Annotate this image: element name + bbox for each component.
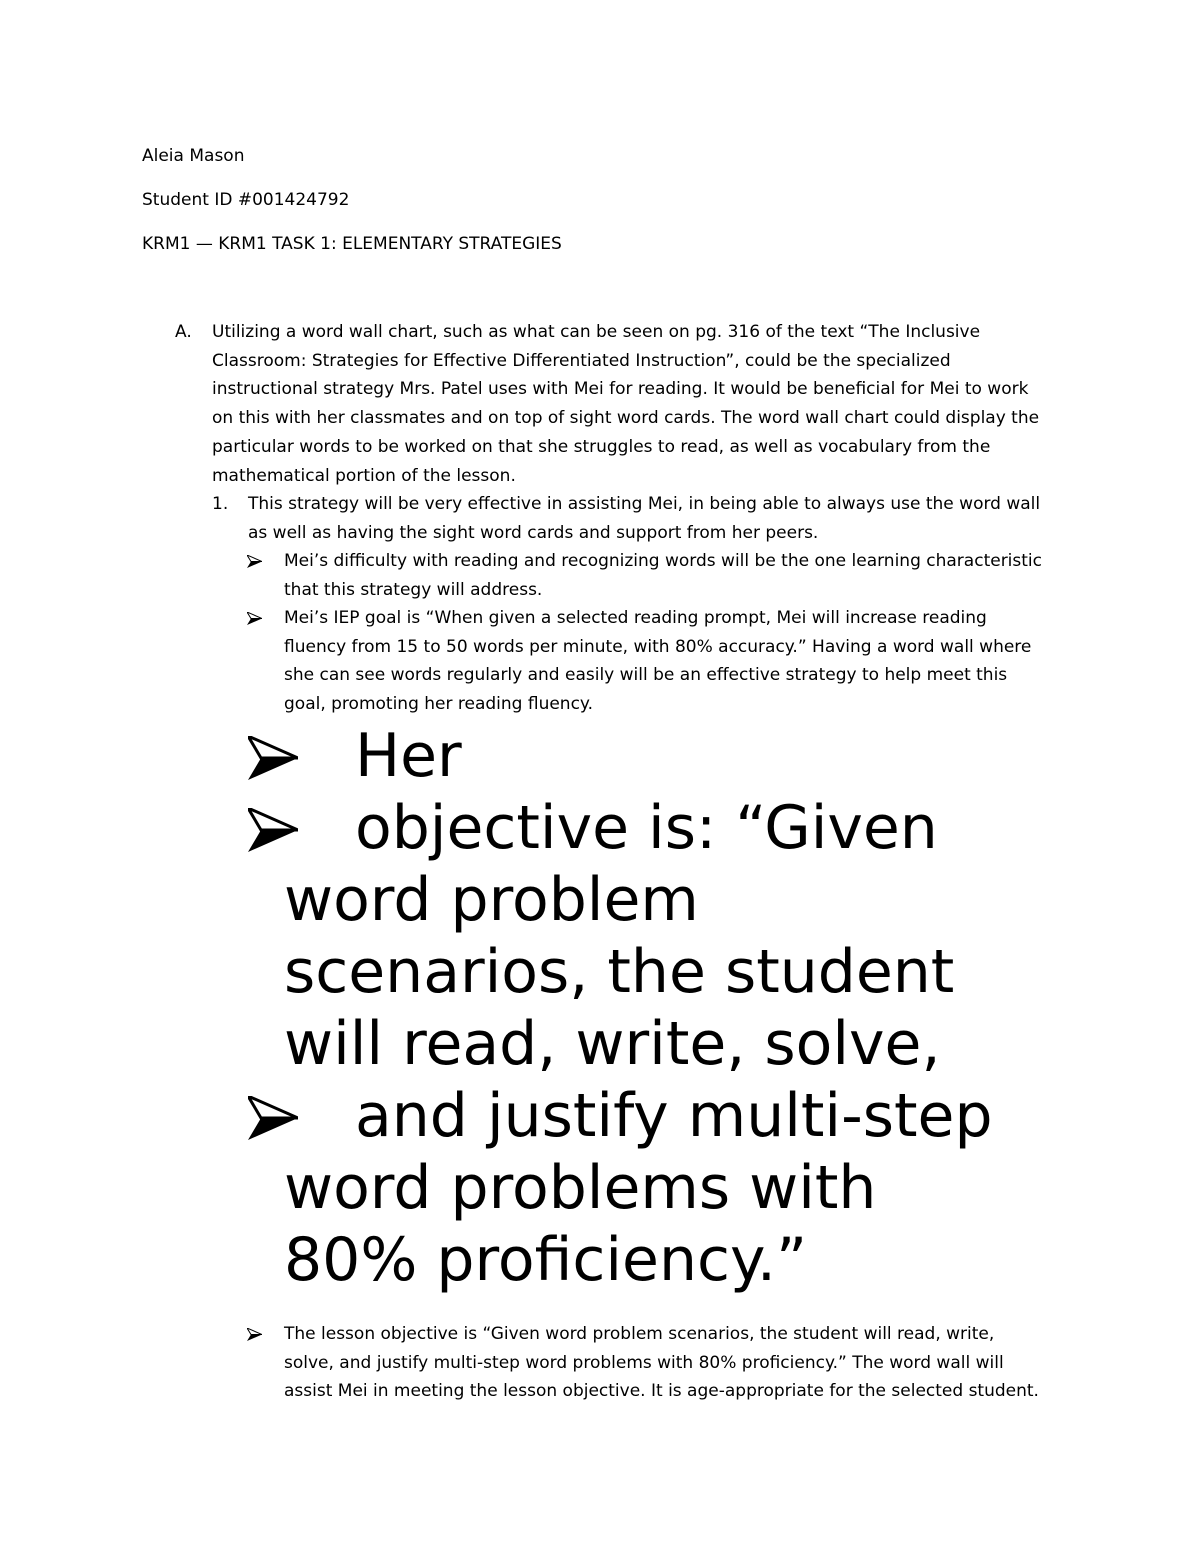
big-line: will read, write, solve, [284, 1009, 941, 1079]
bullet-line: Mei’s difficulty with reading and recognizing words will be the one learning characteristic [284, 551, 1042, 571]
bullet-line: goal, promoting her reading fluency. [284, 694, 593, 715]
arrowhead-bullet-icon [248, 1096, 298, 1140]
section-a-marker: A. [175, 322, 192, 342]
bullet-line: Mei’s IEP goal is “When given a selected reading prompt, Mei will increase reading [284, 608, 987, 628]
big-line: and justify multi-step [355, 1081, 993, 1151]
arrowhead-bullet-icon [247, 1328, 262, 1341]
arrowhead-bullet-icon [248, 808, 298, 852]
big-line: scenarios, the student [284, 937, 955, 1007]
author-name: Aleia Mason [142, 146, 245, 166]
bullet-line: fluency from 15 to 50 words per minute, with 80% accuracy.” Having a word wall where [284, 636, 1032, 657]
big-line: word problems with [284, 1153, 877, 1223]
section-a-line: mathematical portion of the lesson. [212, 465, 516, 486]
section-a-line: on this with her classmates and on top of sight word cards. The word wall chart could display the [212, 408, 1040, 429]
item-1-line: as well as having the sight word cards and support from her peers. [248, 522, 819, 543]
bullet-line: that this strategy will address. [284, 579, 543, 600]
student-id: Student ID #001424792 [142, 190, 350, 210]
bullet-line: The lesson objective is “Given word problem scenarios, the student will read, write, [284, 1324, 995, 1344]
section-a-line: Utilizing a word wall chart, such as what can be seen on pg. 316 of the text “The Inclusive [212, 322, 981, 342]
course-title: KRM1 — KRM1 TASK 1: ELEMENTARY STRATEGIES [142, 234, 562, 254]
big-line: Her [355, 721, 462, 791]
big-line: objective is: “Given [355, 793, 938, 863]
bullet-line: solve, and justify multi-step word problems with 80% proficiency.” The word wall will [284, 1352, 1004, 1373]
item-1-line: This strategy will be very effective in assisting Mei, in being able to always use the word wall [248, 494, 1041, 514]
big-line: word problem [284, 865, 699, 935]
section-a-line: instructional strategy Mrs. Patel uses with Mei for reading. It would be beneficial for Mei to work [212, 379, 1029, 400]
arrowhead-bullet-icon [247, 555, 262, 568]
bullet-line: assist Mei in meeting the lesson objective. It is age-appropriate for the selected student. [284, 1381, 1039, 1402]
arrowhead-bullet-icon [248, 736, 298, 780]
item-1-marker: 1. [212, 494, 229, 514]
big-line: 80% proficiency.” [284, 1225, 808, 1295]
section-a-line: particular words to be worked on that she struggles to read, as well as vocabulary from the [212, 436, 991, 457]
arrowhead-bullet-icon [247, 612, 262, 625]
section-a-line: Classroom: Strategies for Effective Differentiated Instruction”, could be the specialized [212, 350, 951, 371]
bullet-line: she can see words regularly and easily will be an effective strategy to help meet this [284, 665, 1008, 686]
